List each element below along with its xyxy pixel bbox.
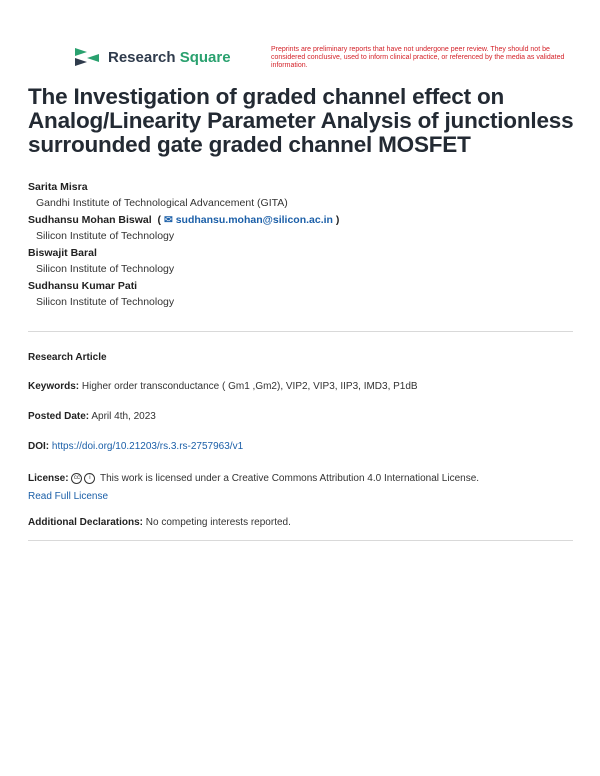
author-item: [28, 247, 588, 276]
attribution-icon: i: [84, 473, 95, 484]
author-name: Sudhansu Mohan Biswal: [28, 214, 152, 226]
logo-text: [108, 49, 231, 66]
author-name: Sarita Misra: [28, 181, 88, 193]
doi-row: [28, 441, 243, 452]
author-item: [28, 181, 588, 210]
research-square-logo[interactable]: [73, 46, 231, 68]
posted-date-row: [28, 411, 156, 422]
author-affiliation: Silicon Institute of Technology: [36, 263, 175, 275]
cc-icon: cc: [71, 473, 82, 484]
author-email: sudhansu.mohan@silicon.ac.in: [175, 214, 333, 226]
author-item: [28, 280, 588, 309]
declarations-row: [28, 517, 291, 528]
keywords-value: Higher order transconductance ( Gm1 ,Gm2), VIP2, VIP3, IIP3, IMD3, P1dB: [81, 381, 418, 392]
author-email-link[interactable]: [164, 214, 336, 226]
logo-word-research: Research: [108, 48, 176, 66]
author-affiliation: Silicon Institute of Technology: [36, 230, 175, 242]
email-open-paren: (: [154, 214, 162, 226]
author-name: Biswajit Baral: [28, 247, 97, 259]
research-square-logo-icon: [73, 46, 101, 68]
divider: [28, 540, 573, 541]
keywords-label: Keywords:: [28, 381, 80, 392]
declarations-value: No competing interests reported.: [145, 517, 291, 528]
declarations-label: Additional Declarations:: [28, 517, 144, 528]
read-full-license-link[interactable]: Read Full License: [28, 491, 109, 502]
page-title: The Investigation of graded channel effect on Analog/Linearity Parameter Analysis of junctionless surrounded gate graded channel MOSFET: [28, 84, 574, 157]
license-label: License:: [28, 473, 69, 484]
author-list: [28, 181, 588, 313]
author-affiliation: Silicon Institute of Technology: [36, 296, 175, 308]
author-name: Sudhansu Kumar Pati: [28, 280, 138, 292]
posted-date-value: April 4th, 2023: [91, 411, 156, 422]
article-type: [28, 352, 107, 363]
keywords-row: [28, 381, 418, 392]
article-type-label: Research Article: [28, 352, 107, 363]
mail-icon: ✉: [163, 214, 173, 226]
author-name-with-email: [28, 214, 588, 227]
license-row: [28, 470, 573, 506]
posted-date-label: Posted Date:: [28, 411, 90, 422]
doi-link[interactable]: https://doi.org/10.21203/rs.3.rs-2757963/v1: [51, 441, 244, 452]
author-item: [28, 214, 588, 243]
author-affiliation: Gandhi Institute of Technological Advancement (GITA): [36, 197, 288, 209]
license-text: This work is licensed under a Creative Commons Attribution 4.0 International License.: [99, 473, 480, 484]
doi-label: DOI:: [28, 441, 50, 452]
divider: [28, 331, 573, 332]
logo-word-square: Square: [179, 48, 231, 66]
preprint-disclaimer: Preprints are preliminary reports that have not undergone peer review. They should not be considered conclusive, used to inform clinical practice, or referenced by the media as validated information.: [271, 46, 565, 69]
email-close-paren: ): [335, 214, 340, 226]
